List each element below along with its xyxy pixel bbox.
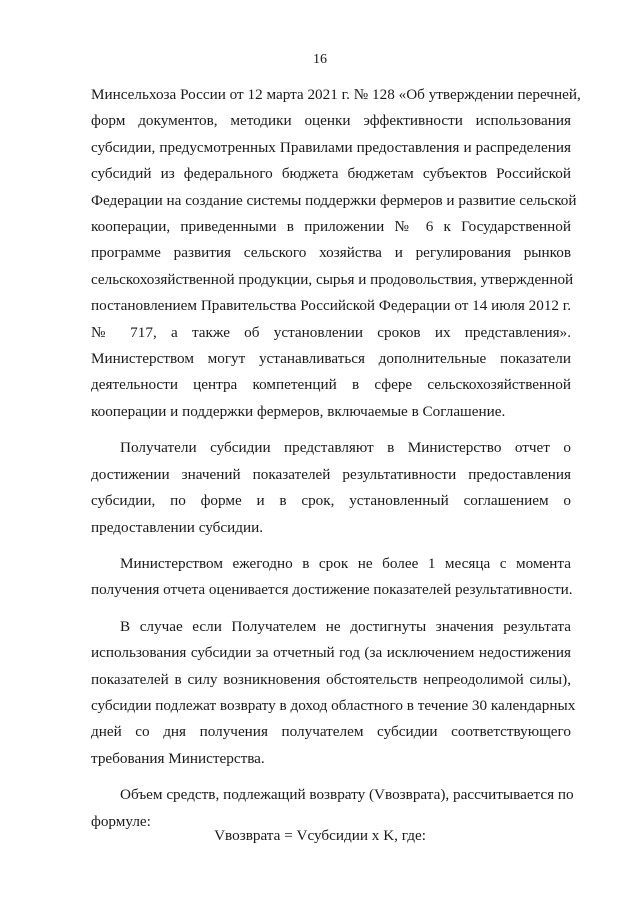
text-line: субсидии, предусмотренных Правилами предоставления и распределения [91, 138, 571, 156]
text-line: получения отчета оценивается достижение показателей результативности. [91, 581, 573, 599]
text-line: Федерации на создание системы поддержки фермеров и развитие сельской [91, 191, 577, 209]
paragraph-report-submission [91, 435, 571, 541]
text-line: кооперации, приведенными в приложении № 6 к Государственной [91, 218, 571, 236]
paragraph-subsidy-return [91, 614, 576, 772]
text-line: достижении значений показателей результативности предоставления [91, 465, 571, 483]
text-line: деятельности центра компетенций в сфере сельскохозяйственной [91, 376, 571, 394]
document-body [91, 82, 581, 835]
text-line: субсидий из федерального бюджета бюджетам субъектов Российской [91, 165, 571, 183]
text-line: формуле: [91, 812, 151, 830]
return-formula: Vвозврата = Vсубсидии x K, где: [214, 827, 426, 844]
text-line: форм документов, методики оценки эффективности использования [91, 112, 571, 130]
text-line: № 717, а также об установлении сроков их представления». [91, 323, 571, 341]
text-line: Получатели субсидии представляют в Министерство отчет о [120, 439, 571, 457]
text-line: показателей в силу возникновения обстоятельств непреодолимой силы), [91, 670, 571, 688]
text-line: Министерством могут устанавливаться дополнительные показатели [91, 350, 571, 368]
text-line: В случае если Получателем не достигнуты значения результата [120, 617, 571, 635]
text-line: использования субсидии за отчетный год (за исключением недостижения [91, 644, 571, 662]
text-line: дней со дня получения получателем субсидии соответствующего [91, 723, 571, 741]
paragraph-regulation-reference [91, 82, 581, 425]
text-line: кооперации и поддержки фермеров, включаемые в Соглашение. [91, 402, 506, 420]
text-line: сельскохозяйственной продукции, сырья и продовольствия, утвержденной [91, 270, 574, 288]
text-line: требования Министерства. [91, 749, 265, 767]
text-line: субсидии, по форме и в срок, установленный соглашением о [91, 492, 571, 510]
text-line: Объем средств, подлежащий возврату (Vвозврата), рассчитывается по [120, 786, 574, 804]
page-number: 16 [313, 52, 327, 67]
text-line: Минсельхоза России от 12 марта 2021 г. № 128 «Об утверждении перечней, [91, 86, 581, 103]
paragraph-annual-assessment [91, 551, 571, 604]
text-line: постановлением Правительства Российской Федерации от 14 июля 2012 г. [91, 297, 572, 315]
text-line: программе развития сельского хозяйства и регулирования рынков [91, 244, 571, 262]
text-line: субсидии подлежат возврату в доход областного в течение 30 календарных [91, 696, 576, 714]
text-line: Министерством ежегодно в срок не более 1 месяца с момента [120, 554, 571, 572]
text-line: предоставлении субсидии. [91, 518, 264, 536]
